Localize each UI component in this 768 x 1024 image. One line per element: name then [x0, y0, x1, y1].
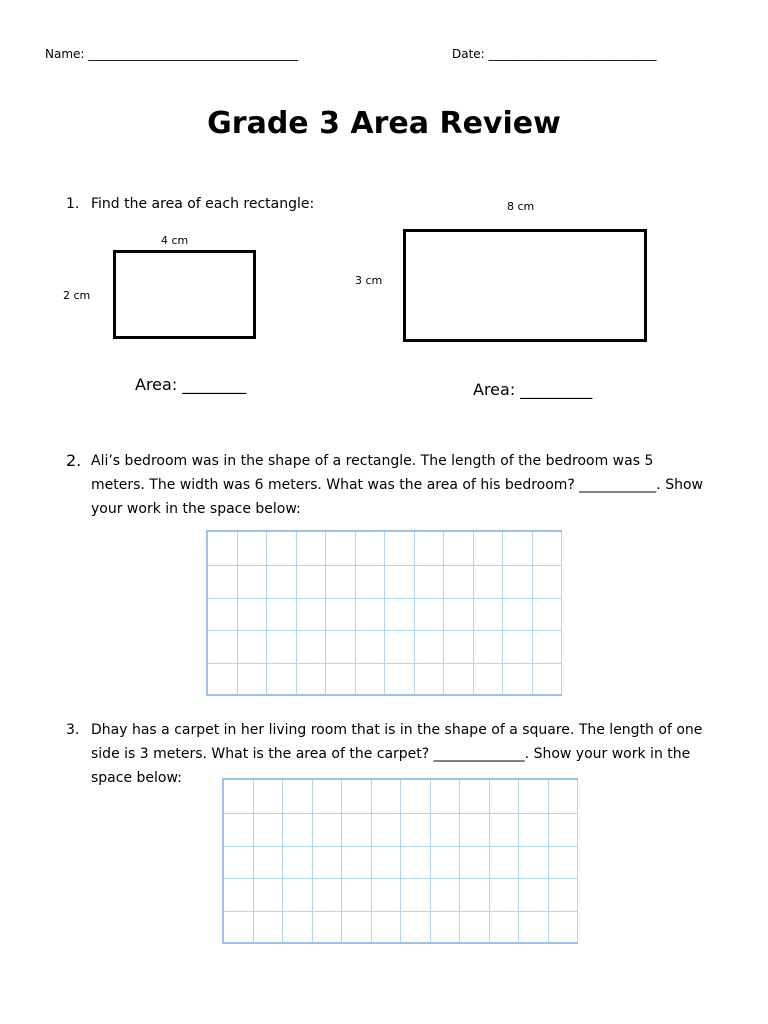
- rect-b-area-answer: Area: _________: [473, 380, 593, 399]
- grid-line-vertical: [414, 532, 415, 696]
- grid-line-vertical: [282, 780, 283, 944]
- grid-line-vertical: [253, 780, 254, 944]
- grid-line-vertical: [400, 780, 401, 944]
- grid-line-vertical: [518, 780, 519, 944]
- rectangle-b: [403, 229, 647, 342]
- grid-line-vertical: [237, 532, 238, 696]
- grid-line-horizontal: [224, 878, 578, 879]
- grid-line-vertical: [561, 532, 562, 696]
- grid-line-vertical: [443, 532, 444, 696]
- grid-line-vertical: [384, 532, 385, 696]
- grid-line-vertical: [489, 780, 490, 944]
- grid-line-vertical: [473, 532, 474, 696]
- grid-line-vertical: [312, 780, 313, 944]
- rectangle-a: [113, 250, 256, 339]
- grid-line-horizontal: [224, 911, 578, 912]
- date-field-label: Date: ____________________________: [452, 47, 657, 61]
- grid-line-bottom: [224, 942, 578, 944]
- grid-line-horizontal: [208, 630, 562, 631]
- grid-line-vertical: [341, 780, 342, 944]
- grid-line-vertical: [459, 780, 460, 944]
- question-1-text: Find the area of each rectangle:: [91, 196, 315, 212]
- work-grid-question-2: [206, 530, 562, 696]
- grid-line-vertical: [296, 532, 297, 696]
- grid-line-bottom: [208, 694, 562, 696]
- question-1-number: 1.: [66, 196, 80, 212]
- rect-b-width-label: 8 cm: [507, 200, 535, 213]
- grid-line-horizontal: [224, 813, 578, 814]
- grid-line-vertical: [355, 532, 356, 696]
- grid-line-horizontal: [208, 598, 562, 599]
- page-title: Grade 3 Area Review: [207, 106, 561, 141]
- grid-line-vertical: [577, 780, 578, 944]
- work-grid-question-3: [222, 778, 578, 944]
- grid-line-vertical: [548, 780, 549, 944]
- grid-line-vertical: [266, 532, 267, 696]
- grid-line-vertical: [502, 532, 503, 696]
- question-3-text: Dhay has a carpet in her living room that is in the shape of a square. The length of one side is 3 meters. What is the area of the carpet? _____________. Show your work in the space below:: [91, 722, 703, 786]
- grid-line-vertical: [532, 532, 533, 696]
- grid-line-horizontal: [208, 663, 562, 664]
- question-2-number: 2.: [66, 451, 82, 470]
- rect-a-width-label: 4 cm: [161, 234, 189, 247]
- grid-line-vertical: [371, 780, 372, 944]
- name-field-label: Name: ___________________________________: [45, 47, 299, 61]
- rect-a-height-label: 2 cm: [63, 289, 91, 302]
- rect-b-height-label: 3 cm: [355, 274, 383, 287]
- grid-line-horizontal: [224, 846, 578, 847]
- question-2-text: Ali’s bedroom was in the shape of a rectangle. The length of the bedroom was 5 meters. The width was 6 meters. What was the area of his bedroom? ___________. Show your work in the space below:: [91, 453, 703, 517]
- question-3-number: 3.: [66, 722, 80, 738]
- grid-line-horizontal: [208, 565, 562, 566]
- rect-a-area-answer: Area: ________: [135, 375, 247, 394]
- grid-line-vertical: [325, 532, 326, 696]
- grid-line-vertical: [430, 780, 431, 944]
